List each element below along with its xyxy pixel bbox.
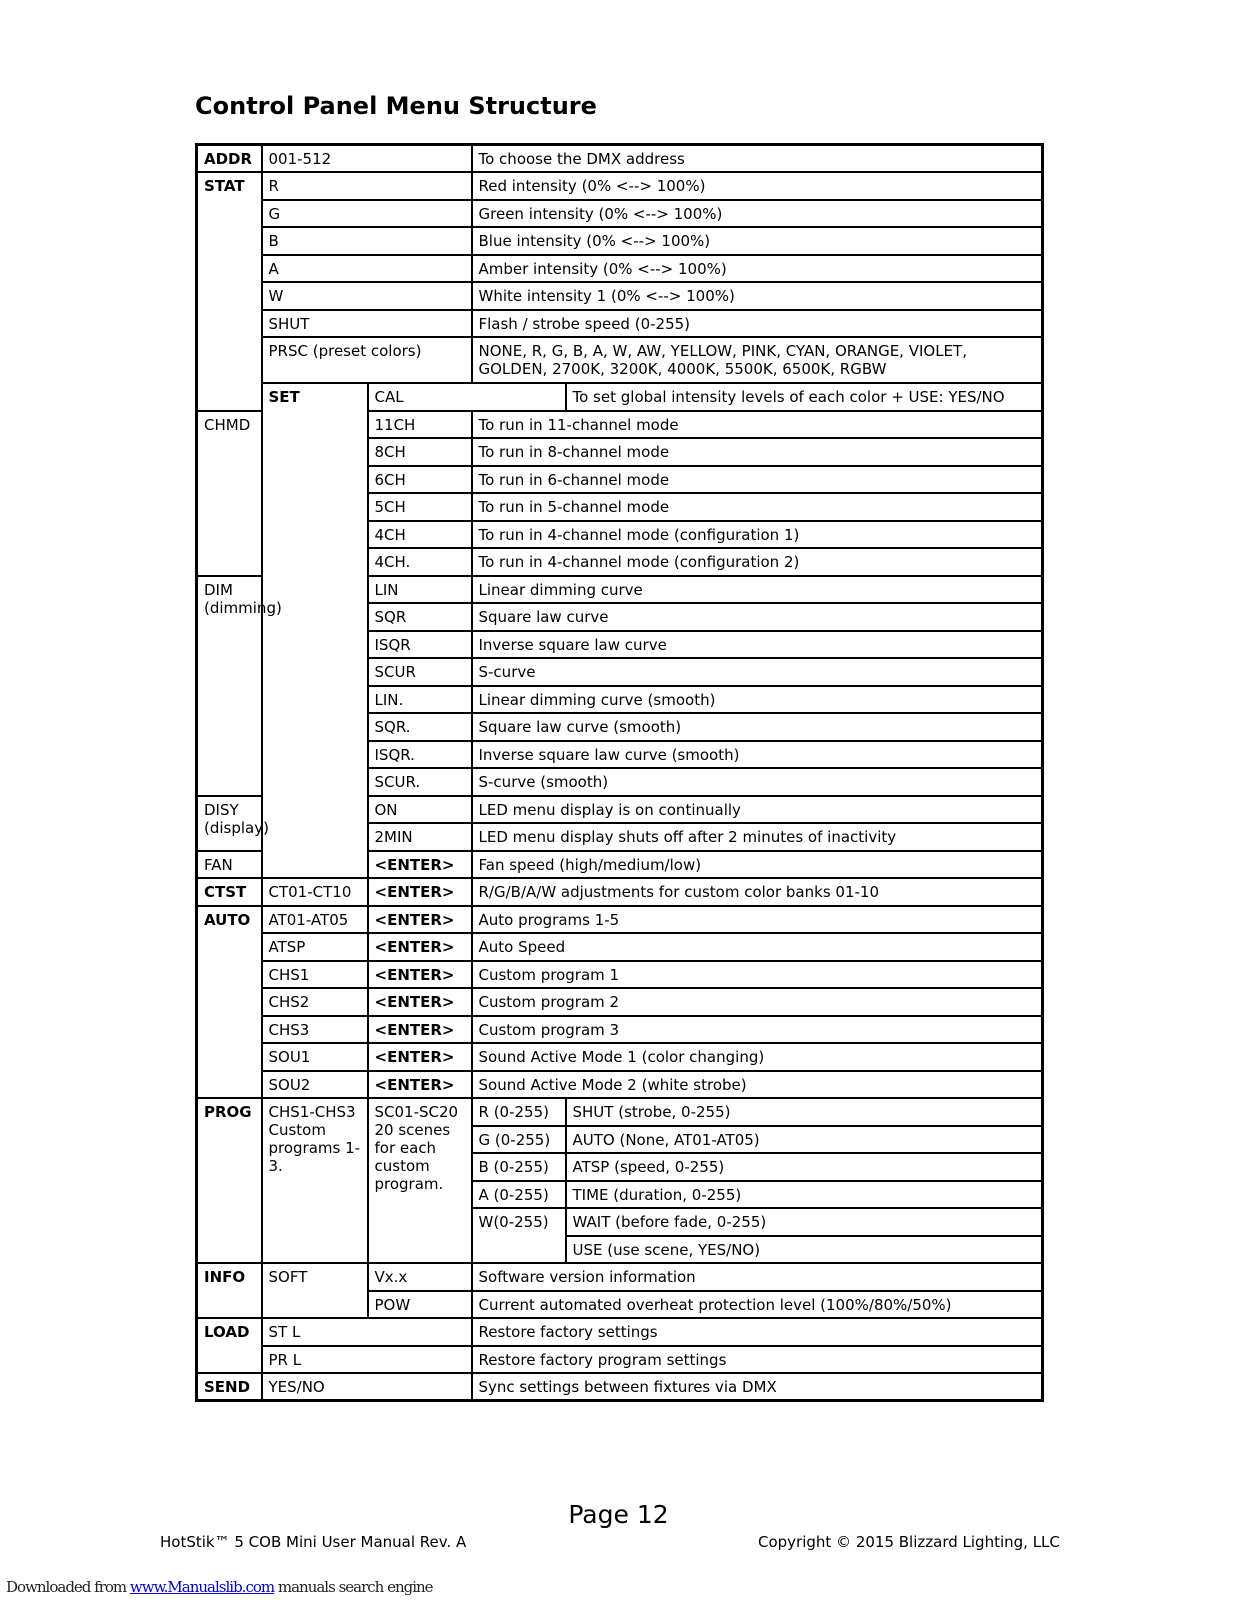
table-cell: 4CH	[368, 521, 472, 549]
table-cell: ATSP	[262, 933, 368, 961]
menu-group-cell: ADDR	[197, 145, 262, 173]
table-cell: Software version information	[472, 1263, 1043, 1291]
table-cell: CAL	[368, 383, 566, 411]
table-row	[197, 961, 1043, 989]
table-cell: YES/NO	[262, 1373, 472, 1401]
menu-group-cell: AUTO	[197, 906, 262, 1099]
table-cell: Square law curve (smooth)	[472, 713, 1043, 741]
table-cell: To run in 5-channel mode	[472, 493, 1043, 521]
table-row	[197, 1016, 1043, 1044]
table-cell: Amber intensity (0% <--> 100%)	[472, 255, 1043, 283]
table-cell: Square law curve	[472, 603, 1043, 631]
table-row	[197, 906, 1043, 934]
table-cell: <ENTER>	[368, 1043, 472, 1071]
table-row	[197, 1346, 1043, 1374]
menu-structure-table	[195, 143, 1044, 1402]
table-cell: Inverse square law curve	[472, 631, 1043, 659]
table-cell: WAIT (before fade, 0-255)	[566, 1208, 1043, 1236]
table-cell: A	[262, 255, 472, 283]
table-cell: DIM (dimming)	[197, 576, 262, 796]
table-cell: Green intensity (0% <--> 100%)	[472, 200, 1043, 228]
table-cell: <ENTER>	[368, 878, 472, 906]
table-row	[197, 1373, 1043, 1401]
table-cell: To choose the DMX address	[472, 145, 1043, 173]
table-row	[197, 1098, 1043, 1126]
footer-copyright: Copyright © 2015 Blizzard Lighting, LLC	[758, 1533, 1060, 1551]
table-cell: SOU1	[262, 1043, 368, 1071]
table-cell: Inverse square law curve (smooth)	[472, 741, 1043, 769]
menu-group-cell: CTST	[197, 878, 262, 906]
table-cell: G (0-255)	[472, 1126, 566, 1154]
page-title: Control Panel Menu Structure	[195, 92, 597, 120]
table-cell: S-curve (smooth)	[472, 768, 1043, 796]
table-row	[197, 383, 1043, 411]
table-cell: Auto Speed	[472, 933, 1043, 961]
table-cell: 8CH	[368, 438, 472, 466]
table-cell: Sync settings between fixtures via DMX	[472, 1373, 1043, 1401]
table-cell: 6CH	[368, 466, 472, 494]
table-cell: Linear dimming curve (smooth)	[472, 686, 1043, 714]
table-row	[197, 1071, 1043, 1099]
table-row	[197, 172, 1043, 200]
menu-group-cell: PROG	[197, 1098, 262, 1263]
table-cell: LIN.	[368, 686, 472, 714]
table-row	[197, 255, 1043, 283]
table-cell: Linear dimming curve	[472, 576, 1043, 604]
table-cell: Custom program 1	[472, 961, 1043, 989]
table-cell: ISQR.	[368, 741, 472, 769]
table-cell: White intensity 1 (0% <--> 100%)	[472, 282, 1043, 310]
table-cell: Current automated overheat protection level (100%/80%/50%)	[472, 1291, 1043, 1319]
table-cell: CT01-CT10	[262, 878, 368, 906]
table-cell: SHUT	[262, 310, 472, 338]
menu-group-cell: STAT	[197, 172, 262, 411]
table-cell: To set global intensity levels of each color + USE: YES/NO	[566, 383, 1043, 411]
table-row	[197, 988, 1043, 1016]
table-row	[197, 145, 1043, 173]
table-cell: 11CH	[368, 411, 472, 439]
table-cell: To run in 4-channel mode (configuration 1)	[472, 521, 1043, 549]
table-cell: CHS1	[262, 961, 368, 989]
table-row	[197, 227, 1043, 255]
table-cell: To run in 4-channel mode (configuration 2)	[472, 548, 1043, 576]
table-cell: Restore factory settings	[472, 1318, 1043, 1346]
table-cell: 2MIN	[368, 823, 472, 851]
table-cell: R	[262, 172, 472, 200]
table-cell: LED menu display shuts off after 2 minutes of inactivity	[472, 823, 1043, 851]
table-cell: DISY (display)	[197, 796, 262, 851]
table-cell: SOU2	[262, 1071, 368, 1099]
table-cell: SCUR	[368, 658, 472, 686]
table-cell: FAN	[197, 851, 262, 879]
table-cell: SQR.	[368, 713, 472, 741]
table-cell: To run in 8-channel mode	[472, 438, 1043, 466]
download-prefix: Downloaded from	[6, 1578, 130, 1596]
table-cell: 4CH.	[368, 548, 472, 576]
table-cell: USE (use scene, YES/NO)	[566, 1236, 1043, 1264]
table-cell: TIME (duration, 0-255)	[566, 1181, 1043, 1209]
manualslib-link[interactable]: www.Manualslib.com	[129, 1578, 275, 1596]
menu-group-cell: INFO	[197, 1263, 262, 1318]
table-cell: SCUR.	[368, 768, 472, 796]
download-note	[6, 1578, 433, 1596]
table-cell: W(0-255)	[472, 1208, 566, 1263]
menu-group-cell: LOAD	[197, 1318, 262, 1373]
table-cell: Vx.x	[368, 1263, 472, 1291]
table-row	[197, 933, 1043, 961]
table-cell: Auto programs 1-5	[472, 906, 1043, 934]
table-cell: To run in 11-channel mode	[472, 411, 1043, 439]
table-cell: PR L	[262, 1346, 472, 1374]
table-cell: Red intensity (0% <--> 100%)	[472, 172, 1043, 200]
table-cell: ATSP (speed, 0-255)	[566, 1153, 1043, 1181]
menu-group-cell: SEND	[197, 1373, 262, 1401]
table-cell: SQR	[368, 603, 472, 631]
table-cell: <ENTER>	[368, 851, 472, 879]
table-cell: B (0-255)	[472, 1153, 566, 1181]
menu-group-cell: SET	[262, 383, 368, 878]
menu-table-body	[197, 145, 1043, 1401]
table-cell: CHS3	[262, 1016, 368, 1044]
table-row	[197, 878, 1043, 906]
table-cell: W	[262, 282, 472, 310]
table-cell: <ENTER>	[368, 1016, 472, 1044]
table-row	[197, 1318, 1043, 1346]
table-cell: Sound Active Mode 1 (color changing)	[472, 1043, 1043, 1071]
table-cell: AUTO (None, AT01-AT05)	[566, 1126, 1043, 1154]
table-cell: AT01-AT05	[262, 906, 368, 934]
table-cell: Restore factory program settings	[472, 1346, 1043, 1374]
table-cell: Fan speed (high/medium/low)	[472, 851, 1043, 879]
table-cell: ON	[368, 796, 472, 824]
download-suffix: manuals search engine	[274, 1578, 433, 1596]
table-cell: A (0-255)	[472, 1181, 566, 1209]
table-cell: Custom program 2	[472, 988, 1043, 1016]
table-cell: <ENTER>	[368, 961, 472, 989]
table-cell: Custom program 3	[472, 1016, 1043, 1044]
table-cell: 5CH	[368, 493, 472, 521]
table-cell: <ENTER>	[368, 906, 472, 934]
table-cell: ST L	[262, 1318, 472, 1346]
table-row	[197, 1043, 1043, 1071]
table-cell: G	[262, 200, 472, 228]
table-cell: <ENTER>	[368, 1071, 472, 1099]
table-cell: NONE, R, G, B, A, W, AW, YELLOW, PINK, CYAN, ORANGE, VIOLET, GOLDEN, 2700K, 3200K, 4000K, 5500K, 6500K, RGBW	[472, 337, 1043, 383]
table-cell: POW	[368, 1291, 472, 1319]
page-number: Page 12	[568, 1500, 669, 1529]
table-cell: <ENTER>	[368, 933, 472, 961]
table-row	[197, 200, 1043, 228]
table-cell: LED menu display is on continually	[472, 796, 1043, 824]
table-row	[197, 1263, 1043, 1291]
table-cell: S-curve	[472, 658, 1043, 686]
table-cell: R (0-255)	[472, 1098, 566, 1126]
table-cell: LIN	[368, 576, 472, 604]
table-cell: CHMD	[197, 411, 262, 576]
table-cell: SOFT	[262, 1263, 368, 1318]
table-cell: PRSC (preset colors)	[262, 337, 472, 383]
footer-manual-title: HotStik™ 5 COB Mini User Manual Rev. A	[160, 1533, 467, 1551]
table-cell: CHS2	[262, 988, 368, 1016]
table-cell: 001-512	[262, 145, 472, 173]
table-cell: CHS1-CHS3 Custom programs 1-3.	[262, 1098, 368, 1263]
table-cell: Sound Active Mode 2 (white strobe)	[472, 1071, 1043, 1099]
table-row	[197, 310, 1043, 338]
table-row	[197, 282, 1043, 310]
table-cell: Flash / strobe speed (0-255)	[472, 310, 1043, 338]
table-cell: To run in 6-channel mode	[472, 466, 1043, 494]
table-cell: Blue intensity (0% <--> 100%)	[472, 227, 1043, 255]
table-cell: B	[262, 227, 472, 255]
table-cell: SHUT (strobe, 0-255)	[566, 1098, 1043, 1126]
table-cell: SC01-SC20 20 scenes for each custom program.	[368, 1098, 472, 1263]
table-cell: R/G/B/A/W adjustments for custom color banks 01-10	[472, 878, 1043, 906]
table-cell: <ENTER>	[368, 988, 472, 1016]
table-row	[197, 337, 1043, 383]
table-cell: ISQR	[368, 631, 472, 659]
